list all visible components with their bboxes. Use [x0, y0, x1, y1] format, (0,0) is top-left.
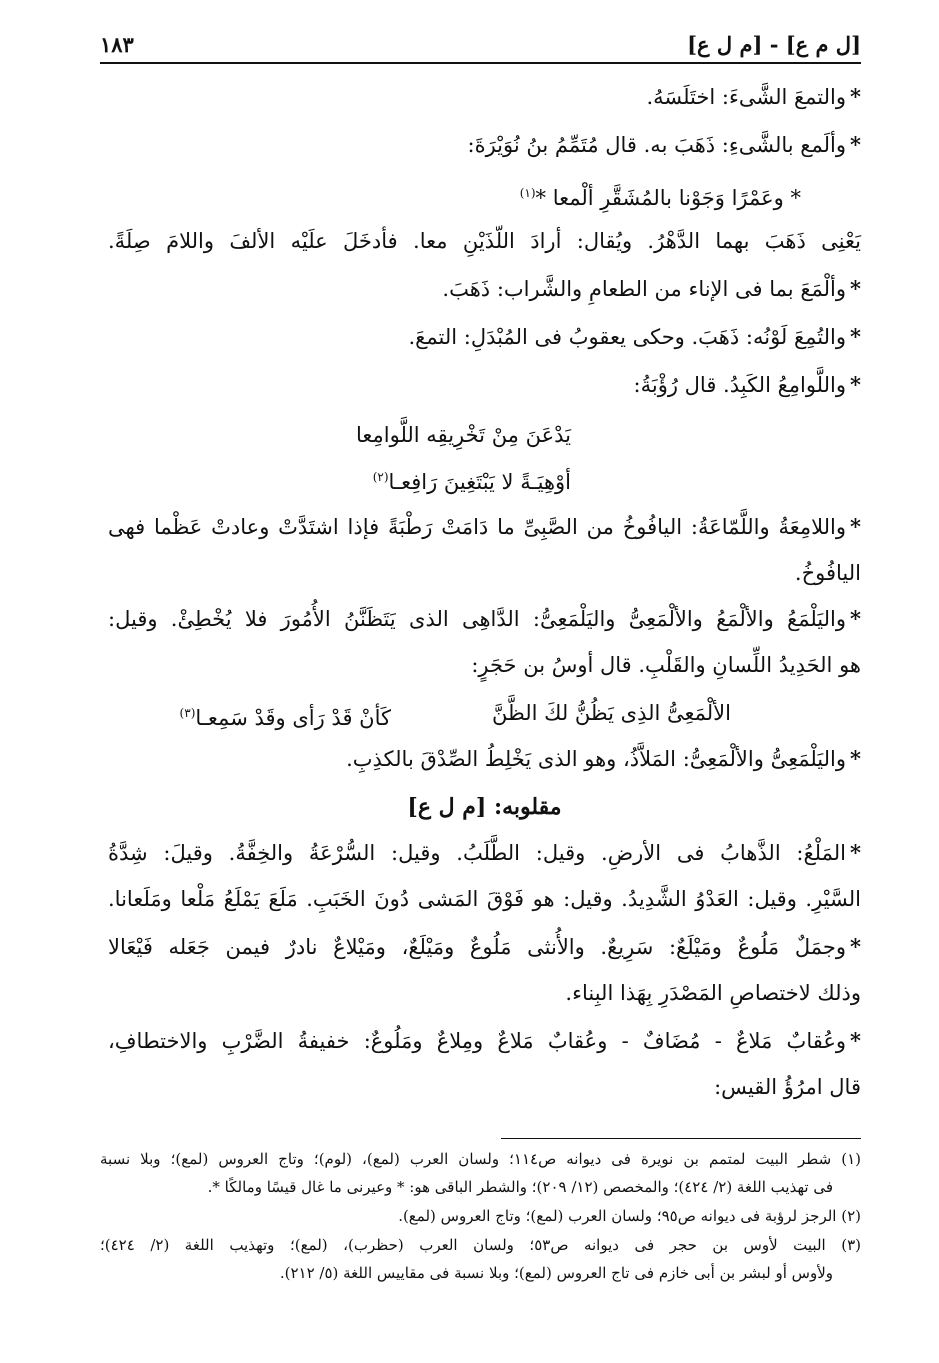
verse-hemistich-second: كَأنْ قَدْ رَأى وقَدْ سَمِعـا$^{(٣)}$	[179, 706, 391, 730]
line-text: والتمعَ الشَّىءَ: اختَلَسَهُ.	[646, 85, 847, 109]
text-line	[108, 932, 861, 962]
text-line	[108, 604, 861, 634]
line-text: وألَمع بالشَّىءِ: ذَهَبَ به. قال مُتَمِّمُ بنُ نُوَيْرَةَ:	[467, 133, 847, 157]
entry-star-icon: *	[850, 746, 861, 771]
entry-star-icon: *	[850, 514, 861, 539]
line-text: واليَلْمَعُ والألْمَعُ والألْمَعِىُّ واليَلْمَعِىُّ: الدَّاهِى الذى يَتَظَنَّنُ الأُمُورَ فلا يُخْطِئْ. وقيل:	[108, 607, 847, 631]
text-line	[108, 130, 861, 160]
text-line	[108, 462, 571, 497]
line-text: وجمَلٌ مَلُوعٌ ومَيْلَعٌ: سَرِيعٌ. والأُنثى مَلُوعٌ ومَيْلَعٌ، ومَيْلاعٌ نادرٌ فيمن جَعَله فَيْعَالا	[108, 935, 847, 959]
text-line	[108, 838, 861, 868]
text-line	[108, 1072, 861, 1102]
line-text: * وعَمْرًا وَجَوْنا بالمُشَقَّرِ ألْمعا *	[535, 186, 801, 210]
line-text: وعُقابٌ مَلاعٌ - مُضَافٌ - وعُقابٌ مَلاعٌ ومِلاعٌ ومَلُوعٌ: خفيفةُ الضَّرْبِ والاختطافِ،	[108, 1029, 847, 1053]
footnote-ref: (١)	[519, 186, 536, 200]
page-header	[100, 28, 861, 64]
verse-hemistich-first: الألْمَعِىُّ الذِى يَظُنُّ لكَ الظَّنَّ	[492, 701, 731, 725]
text-line	[108, 370, 861, 400]
text-line	[108, 82, 861, 112]
text-line	[108, 1026, 861, 1056]
entry-star-icon: *	[850, 372, 861, 397]
footnote-line: فى تهذيب اللغة (٢/ ٤٢٤)؛ والمخصص (١٢/ ٢٠٩)؛ والشطر الباقى هو: * وعيرنى ما غال قيسًا ومالكًا *.	[207, 1178, 833, 1196]
line-text: وألْمَعَ بما فى الإناء من الطعامِ والشَّراب: ذَهَبَ.	[442, 277, 847, 301]
line-text: والتُمِعَ لَوْنُه: ذَهَبَ. وحكى يعقوبُ فى المُبْدَلِ: التمعَ.	[408, 325, 847, 349]
section-heading: مقلوبه: [م ل ع]	[407, 794, 562, 820]
footnote-line: ولأوس أو لبشر بن أبى خازم فى تاج العروس (لمع)؛ وبلا نسبة فى مقاييس اللغة (٥/ ٢١٢).	[279, 1264, 833, 1282]
entry-star-icon: *	[850, 324, 861, 349]
line-text: واللامِعَةُ واللَّمّاعَةُ: اليافُوخُ من الصَّبِىِّ ما دَامَتْ رَطْبَةً فإذا اشتَدَّتْ وعادتْ عَظْما فهى	[108, 515, 847, 539]
line-text: واللَّوامِعُ الكَبِدُ. قال رُؤْبَةُ:	[633, 373, 847, 397]
text-line	[108, 884, 861, 914]
text-line	[108, 226, 861, 256]
entry-star-icon: *	[850, 606, 861, 631]
text-line	[108, 178, 801, 213]
line-text: واليَلْمَعِىُّ والألْمَعِىُّ: المَلاَّذُ، وهو الذى يَخْلِطُ الصِّدْقَ بالكذِبِ.	[346, 747, 847, 771]
entry-star-icon: *	[850, 934, 861, 959]
text-line	[108, 512, 861, 542]
text-line	[108, 978, 861, 1008]
line-text: المَلْعُ: الذَّهابُ فى الأرضِ. وقيل: الطَّلَبُ. وقيل: السُّرْعَةُ والخِفَّةُ. وقيلَ: شِدَّةُ	[108, 841, 847, 865]
text-line	[108, 420, 571, 450]
footnote-line: (١) شطر البيت لمتمم بن نويرة فى ديوانه ص١١٤؛ ولسان العرب (لمع)، (لوم)؛ وتاج العروس (لمع)؛ وبلا نسبة	[100, 1150, 861, 1168]
running-heading: [ل م ع] - [م ل ع]	[687, 32, 861, 57]
footnote-line: (٣) البيت لأوس بن حجر فى ديوانه ص٥٣؛ ولسان العرب (حظرب)، (لمع)؛ وتهذيب اللغة (٢/ ٤٢٤)؛	[100, 1236, 861, 1254]
text-line	[108, 744, 861, 774]
line-text: قال امرُؤُ القيس:	[714, 1075, 861, 1099]
line-text: السَّيْرِ. وقيل: العَدْوُ الشَّدِيدُ. وقيل: هو فَوْقَ المَشى دُونَ الخَبَبِ. مَلَعَ يَمْلَعُ مَلْعا ومَلَعانا.	[108, 887, 861, 911]
line-text: يَعْنِى ذَهَبَ بهما الدَّهْرُ. ويُقال: أرادَ اللّذَيْنِ معا. فأدخَلَ علَيْه الألفَ واللامَ صِلَةً.	[108, 229, 861, 253]
entry-star-icon: *	[850, 276, 861, 301]
text-line	[108, 558, 861, 588]
footnote-ref: (٢)	[372, 470, 389, 484]
entry-star-icon: *	[850, 840, 861, 865]
text-line	[108, 322, 861, 352]
footnote-rule	[501, 1138, 861, 1139]
text-line	[108, 274, 861, 304]
entry-star-icon: *	[850, 132, 861, 157]
line-text: وذلك لاختصاصِ المَصْدَرِ بِهَذا البِناء.	[565, 981, 861, 1005]
line-text: يَدْعَنَ مِنْ تَخْرِيقِه اللَّوامِعا	[355, 423, 571, 447]
line-text: هو الحَدِيدُ اللِّسانِ والقَلْبِ. قال أوسُ بن حَجَرٍ:	[471, 653, 861, 677]
text-line	[108, 650, 861, 680]
page-number: ١٨٣	[100, 32, 134, 57]
line-text: اليافُوخُ.	[794, 561, 861, 585]
footnote-line: (٢) الرجز لرؤبة فى ديوانه ص٩٥؛ ولسان العرب (لمع)؛ وتاج العروس (لمع).	[398, 1207, 861, 1225]
entry-star-icon: *	[850, 84, 861, 109]
line-text: أوْهِيَـةً لا يَبْتَغِينَ رَافِعـا	[388, 470, 571, 494]
entry-star-icon: *	[850, 1028, 861, 1053]
